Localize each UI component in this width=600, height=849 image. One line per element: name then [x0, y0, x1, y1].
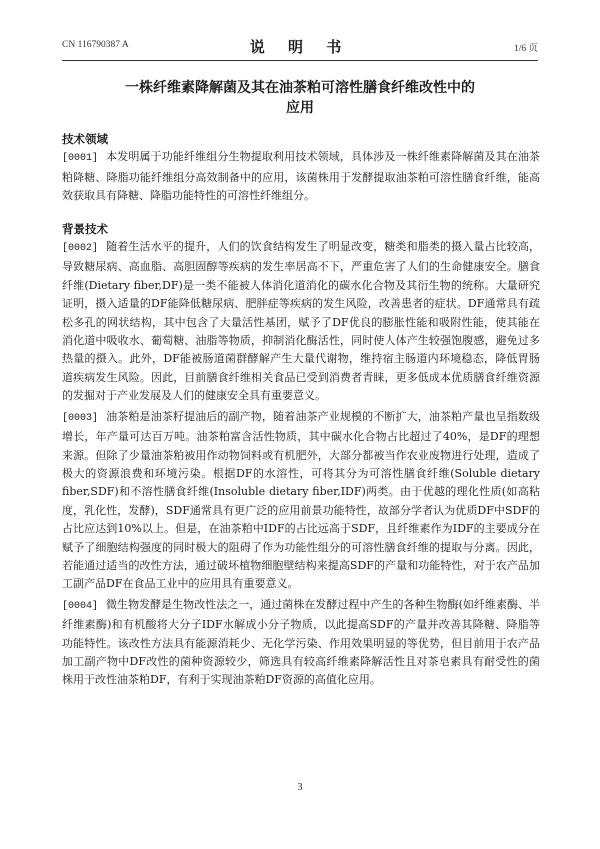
document-body — [62, 130, 540, 704]
paragraph-number: [0004] — [62, 600, 99, 612]
section-heading: 背景技术 — [62, 221, 108, 236]
paragraph-0003 — [62, 408, 540, 594]
publication-number: CN 116790387 A — [62, 40, 129, 50]
document-type-label: 说 明 书 — [249, 38, 351, 56]
page-header — [62, 36, 538, 56]
document-title-line-1: 一株纤维素降解菌及其在油茶粕可溶性膳食纤维改性中的 — [125, 80, 475, 96]
paragraph-text: 本发明属于功能纤维组分生物提取利用技术领域，具体涉及一株纤维素降解菌及其在油茶粕降糖、降脂功能纤维组分高效制备中的应用，该菌株用于发酵提取油茶粕可溶性膳食纤维，能高效获取具有降糖、降脂功能特性的可溶性纤维组分。 — [62, 150, 540, 203]
page-number: 3 — [297, 782, 303, 793]
paragraph-text: 随着生活水平的提升，人们的饮食结构发生了明显改变，糖类和脂类的摄入量占比较高，导致糖尿病、高血脂、高胆固醇等疾病的发生率居高不下，严重危害了人们的生命健康安全。膳食纤维(Dietary fiber,DF)是一类不能被人体消化道消化的碳水化合物及其衍生物的统称。大量研究证明，摄入适量的DF能降低糖尿病、肥胖症等疾病的发生风险，改善患者的症状。DF通常具有疏松多孔的网状结构，其中包含了大量活性基团，赋予了DF优良的膨胀性能和吸附性能，使其能在消化道中吸收水、葡萄糖、油脂等物质，抑制消化酶活性，同时使人体产生较强饱腹感，避免过多热量的摄入。此外，DF能被肠道菌群酵解产生大量代谢物，维持宿主肠道内环境稳态，降低胃肠道疾病发生风险。因此，目前膳食纤维相关食品已受到消费者青睐，更多低成本优质膳食纤维资源的发掘对于产业发展及人们的健康安全具有重要意义。 — [62, 240, 540, 403]
paragraph-text: 微生物发酵是生物改性法之一，通过菌株在发酵过程中产生的各种生物酶(如纤维素酶、半纤维素酶)和有机酸将大分子IDF水解成小分子物质，以此提高SDF的产量并改善其降糖、降脂等功能特性。该改性方法具有能源消耗少、无化学污染、作用效果明显的等优势，但目前用于农产品加工副产物中DF改性的菌种资源较少，筛选具有较高纤维素降解活性且对茶皂素具有耐受性的菌株用于改性油茶粕DF，有利于实现油茶粕DF资源的高值化应用。 — [62, 597, 540, 687]
paragraph-0001 — [62, 148, 540, 205]
paragraph-0004 — [62, 596, 540, 690]
paragraph-text: 油茶粕是油茶籽提油后的副产物，随着油茶产业规模的不断扩大，油茶粕产量也呈指数级增长，年产量可达百万吨。油茶粕富含活性物质，其中碳水化合物占比超过了40%，是DF的理想来源。但除了少量油茶粕被用作动物饲料或有机肥外，大部分都被当作农业废物进行处理，造成了极大的资源浪费和环境污染。根据DF的水溶性，可将其分为可溶性膳食纤维(Soluble dietary fiber,SDF)和不溶性膳食纤维(Insoluble dietary fiber,IDF)两类。由于优越的理化性质(如高粘度，乳化性，发酵)，SDF通常具有更广泛的应用前景功能特性，故部分学者认为优质DF中SDF的占比应达到10%以上。但是，在油茶粕中IDF的占比远高于SDF，且纤维素作为IDF的主要成分在赋予了细胞结构强度的同时极大的阻碍了作为功能性组分的可溶性膳食纤维的提取与分离。因此，若能通过适当的改性方法，通过破坏植物细胞壁结构来提高SDF的产量和功能特性，对于农产品加工副产品DF在食品工业中的应用具有重要意义。 — [62, 409, 540, 591]
section-background-art — [62, 220, 540, 690]
page-indicator: 1/6 页 — [513, 44, 538, 54]
document-title — [70, 78, 530, 118]
paragraph-0002 — [62, 238, 540, 406]
paragraph-number: [0001] — [62, 153, 99, 165]
document-title-line-2: 应用 — [286, 100, 314, 116]
section-technical-field — [62, 130, 540, 206]
header-divider — [62, 60, 538, 61]
section-heading: 技术领域 — [62, 132, 108, 146]
paragraph-number: [0003] — [62, 412, 99, 424]
paragraph-number: [0002] — [62, 243, 99, 255]
